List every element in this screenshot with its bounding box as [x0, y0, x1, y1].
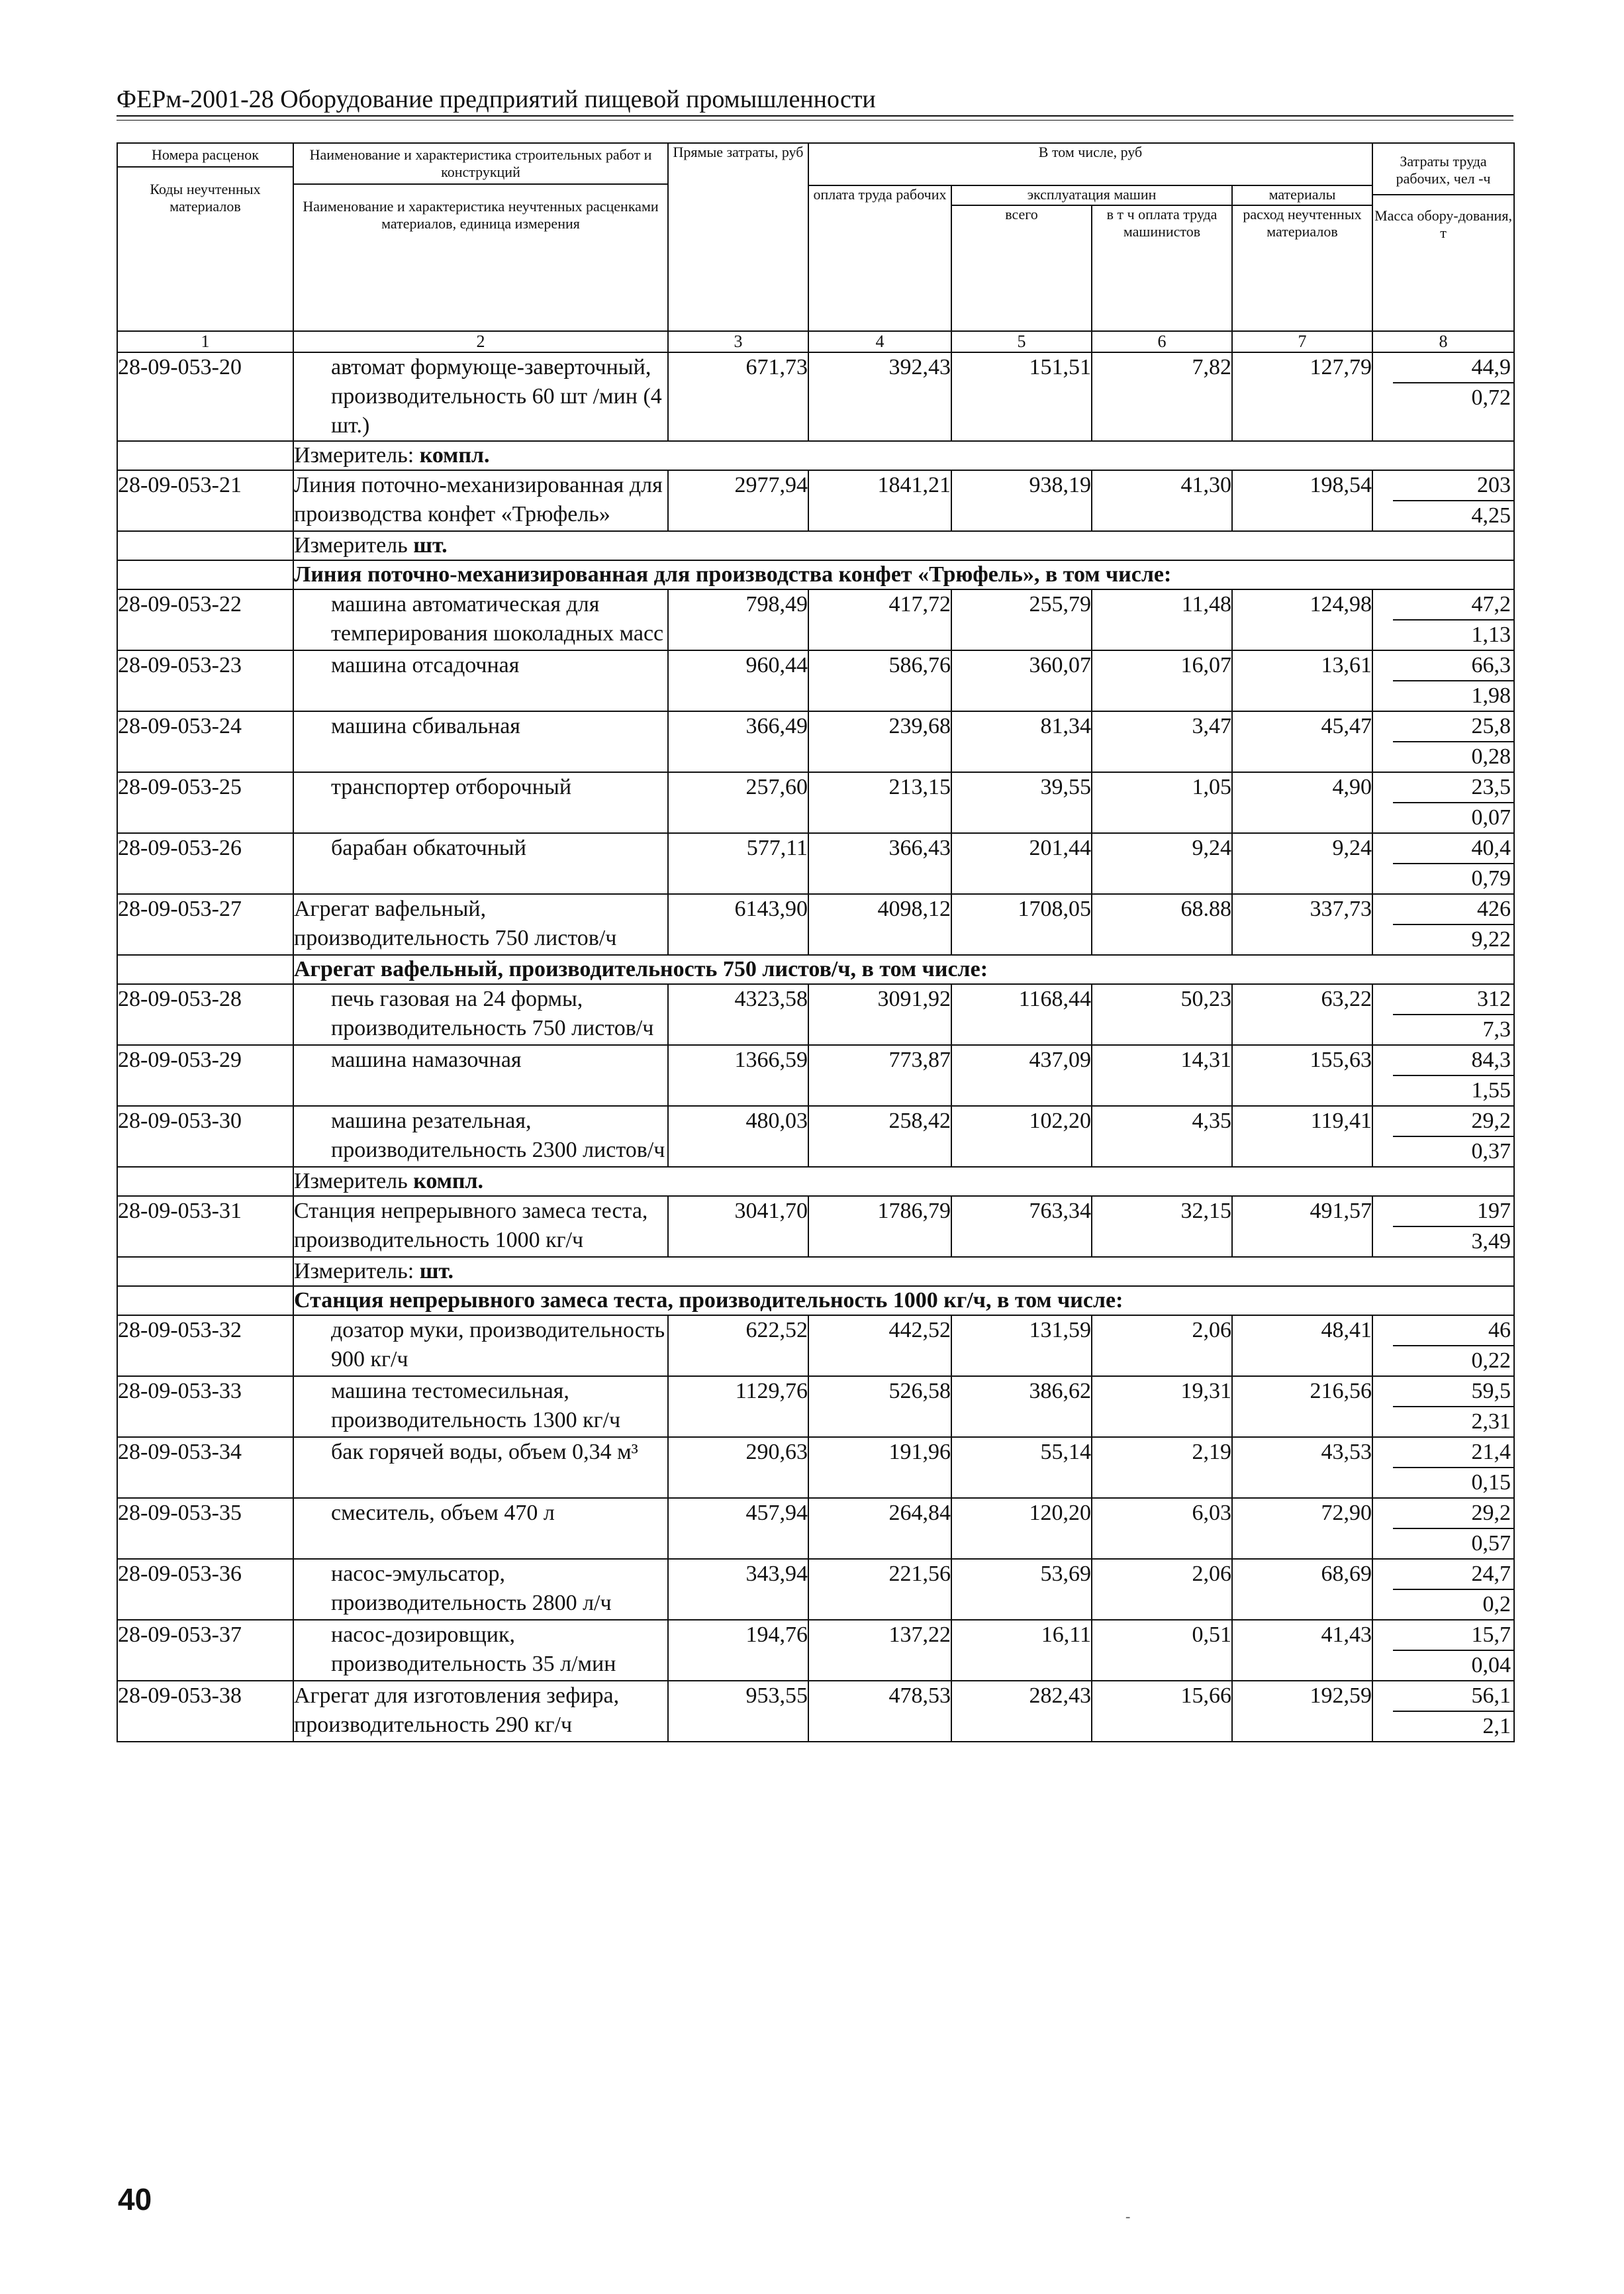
column-number: 7 — [1232, 331, 1372, 352]
item-name — [293, 711, 668, 772]
page-number: 40 — [118, 2182, 152, 2217]
empty-cell — [117, 441, 293, 470]
item-name-text: Агрегат вафельный, производительность 750 листов/ч — [294, 897, 617, 950]
labor-value: 40,4 — [1393, 834, 1513, 864]
operators-wages-value: 11,48 — [1092, 589, 1232, 650]
labor-value: 46 — [1393, 1316, 1513, 1346]
rate-code: 28-09-053-21 — [117, 470, 293, 531]
direct-costs-value: 798,49 — [668, 589, 808, 650]
labor-value: 44,9 — [1393, 353, 1513, 383]
labor-mass-cell — [1372, 1620, 1514, 1681]
empty-cell — [117, 955, 293, 984]
operators-wages-value: 3,47 — [1092, 711, 1232, 772]
measure-cell — [293, 1167, 1514, 1196]
document-title: ФЕРм-2001-28 Оборудование предприятий пищевой промышленности — [117, 85, 876, 113]
labor-mass-cell — [1372, 984, 1514, 1045]
header-material-codes: Коды неучтенных материалов — [150, 181, 261, 215]
rate-code: 28-09-053-25 — [117, 772, 293, 833]
labor-value: 56,1 — [1393, 1681, 1513, 1712]
measure-label: Измеритель: — [294, 443, 414, 468]
rate-code: 28-09-053-30 — [117, 1106, 293, 1167]
labor-mass-cell — [1372, 833, 1514, 894]
materials-value: 9,24 — [1232, 833, 1372, 894]
table-body — [117, 352, 1514, 1742]
section-title: Агрегат вафельный, производительность 750 листов/ч, в том числе: — [293, 955, 1514, 984]
labor-value: 24,7 — [1393, 1560, 1513, 1590]
empty-cell — [117, 531, 293, 560]
item-name — [293, 1437, 668, 1498]
labor-value: 15,7 — [1393, 1621, 1513, 1651]
table-row — [117, 1620, 1514, 1681]
wages-value: 442,52 — [808, 1315, 951, 1376]
item-name-text: машина сбивальная — [331, 714, 520, 738]
direct-costs-value: 1366,59 — [668, 1045, 808, 1106]
direct-costs-value: 953,55 — [668, 1681, 808, 1742]
item-name — [293, 1045, 668, 1106]
mass-value: 0,22 — [1471, 1348, 1511, 1373]
item-name-text: дозатор муки, производительность 900 кг/ч — [331, 1318, 665, 1371]
machines-value: 55,14 — [951, 1437, 1092, 1498]
wages-value: 239,68 — [808, 711, 951, 772]
materials-value: 68,69 — [1232, 1559, 1372, 1620]
operators-wages-value: 19,31 — [1092, 1376, 1232, 1437]
empty-cell — [117, 1286, 293, 1315]
machines-value: 282,43 — [951, 1681, 1092, 1742]
header-including: В том числе, руб — [808, 143, 1372, 185]
mass-value: 0,2 — [1482, 1592, 1511, 1617]
item-name — [293, 772, 668, 833]
labor-value: 203 — [1393, 471, 1513, 501]
wages-value: 366,43 — [808, 833, 951, 894]
header-rate-numbers: Номера расценок — [118, 144, 293, 168]
materials-value: 4,90 — [1232, 772, 1372, 833]
operators-wages-value: 9,24 — [1092, 833, 1232, 894]
direct-costs-value: 257,60 — [668, 772, 808, 833]
machines-value: 102,20 — [951, 1106, 1092, 1167]
item-name — [293, 1315, 668, 1376]
rate-code: 28-09-053-36 — [117, 1559, 293, 1620]
labor-value: 197 — [1393, 1197, 1513, 1227]
direct-costs-value: 343,94 — [668, 1559, 808, 1620]
operators-wages-value: 68.88 — [1092, 894, 1232, 955]
section-title: Станция непрерывного замеса теста, производительность 1000 кг/ч, в том числе: — [293, 1286, 1514, 1315]
footer-mark: - — [1125, 2208, 1131, 2224]
machines-value: 151,51 — [951, 352, 1092, 441]
rate-code: 28-09-053-24 — [117, 711, 293, 772]
wages-value: 213,15 — [808, 772, 951, 833]
column-number: 1 — [117, 331, 293, 352]
rate-code: 28-09-053-29 — [117, 1045, 293, 1106]
header-works-name: Наименование и характеристика строительных работ и конструкций — [294, 144, 667, 185]
item-name — [293, 1498, 668, 1559]
item-name — [293, 1559, 668, 1620]
wages-value: 417,72 — [808, 589, 951, 650]
materials-value: 127,79 — [1232, 352, 1372, 441]
direct-costs-value: 960,44 — [668, 650, 808, 711]
mass-value: 2,31 — [1471, 1409, 1511, 1434]
labor-value: 23,5 — [1393, 773, 1513, 803]
mass-value: 0,79 — [1471, 866, 1511, 891]
table-header — [117, 143, 1514, 352]
machines-value: 201,44 — [951, 833, 1092, 894]
header-machines-total: всего — [951, 205, 1092, 331]
labor-mass-cell — [1372, 772, 1514, 833]
table-row — [117, 1315, 1514, 1376]
operators-wages-value: 1,05 — [1092, 772, 1232, 833]
rate-code: 28-09-053-20 — [117, 352, 293, 441]
rate-code: 28-09-053-26 — [117, 833, 293, 894]
rate-code: 28-09-053-23 — [117, 650, 293, 711]
mass-value: 1,13 — [1471, 623, 1511, 647]
table-row — [117, 1498, 1514, 1559]
item-name — [293, 1196, 668, 1257]
machines-value: 360,07 — [951, 650, 1092, 711]
wages-value: 1841,21 — [808, 470, 951, 531]
operators-wages-value: 16,07 — [1092, 650, 1232, 711]
measure-cell — [293, 441, 1514, 470]
labor-value: 21,4 — [1393, 1438, 1513, 1468]
rate-code: 28-09-053-22 — [117, 589, 293, 650]
header-rule — [117, 120, 1513, 121]
wages-value: 392,43 — [808, 352, 951, 441]
item-name — [293, 1106, 668, 1167]
column-number: 3 — [668, 331, 808, 352]
item-name-text: Агрегат для изготовления зефира, производительность 290 кг/ч — [294, 1683, 620, 1737]
measure-unit: шт. — [419, 1259, 454, 1283]
mass-value: 7,3 — [1482, 1017, 1511, 1042]
item-name-text: смеситель, объем 470 л — [331, 1501, 555, 1525]
labor-mass-cell — [1372, 352, 1514, 441]
machines-value: 53,69 — [951, 1559, 1092, 1620]
item-name-text: транспортер отборочный — [331, 775, 572, 799]
operators-wages-value: 6,03 — [1092, 1498, 1232, 1559]
table-row — [117, 1196, 1514, 1257]
measure-row — [117, 1257, 1514, 1286]
wages-value: 1786,79 — [808, 1196, 951, 1257]
table-row — [117, 650, 1514, 711]
column-number: 5 — [951, 331, 1092, 352]
mass-value: 0,57 — [1471, 1531, 1511, 1556]
mass-value: 0,37 — [1471, 1139, 1511, 1164]
item-name-text: машина намазочная — [331, 1048, 522, 1072]
rate-code: 28-09-053-34 — [117, 1437, 293, 1498]
materials-value: 198,54 — [1232, 470, 1372, 531]
labor-mass-cell — [1372, 470, 1514, 531]
operators-wages-value: 50,23 — [1092, 984, 1232, 1045]
materials-value: 192,59 — [1232, 1681, 1372, 1742]
item-name-text: насос-дозировщик, производительность 35 л/мин — [331, 1622, 616, 1676]
operators-wages-value: 32,15 — [1092, 1196, 1232, 1257]
materials-value: 337,73 — [1232, 894, 1372, 955]
machines-value: 437,09 — [951, 1045, 1092, 1106]
machines-value: 255,79 — [951, 589, 1092, 650]
measure-row — [117, 531, 1514, 560]
table-row — [117, 1376, 1514, 1437]
operators-wages-value: 2,19 — [1092, 1437, 1232, 1498]
labor-mass-cell — [1372, 1196, 1514, 1257]
direct-costs-value: 3041,70 — [668, 1196, 808, 1257]
direct-costs-value: 6143,90 — [668, 894, 808, 955]
item-name-text: автомат формующе-заверточный, производительность 60 шт /мин (4 шт.) — [331, 355, 662, 438]
column-number: 2 — [293, 331, 668, 352]
materials-value: 216,56 — [1232, 1376, 1372, 1437]
header-materials-name: Наименование и характеристика неучтенных расценками материалов, единица измерения — [303, 198, 659, 232]
mass-value: 1,98 — [1471, 683, 1511, 708]
machines-value: 938,19 — [951, 470, 1092, 531]
operators-wages-value: 0,51 — [1092, 1620, 1232, 1681]
table-row — [117, 589, 1514, 650]
item-name — [293, 650, 668, 711]
wages-value: 4098,12 — [808, 894, 951, 955]
machines-value: 1168,44 — [951, 984, 1092, 1045]
machines-value: 1708,05 — [951, 894, 1092, 955]
table-row — [117, 1437, 1514, 1498]
empty-cell — [117, 560, 293, 589]
item-name-text: машина резательная, производительность 2300 листов/ч — [331, 1109, 665, 1162]
header-machines: эксплуатация машин — [951, 185, 1232, 205]
table-row — [117, 833, 1514, 894]
materials-value: 63,22 — [1232, 984, 1372, 1045]
rate-code: 28-09-053-37 — [117, 1620, 293, 1681]
measure-cell — [293, 531, 1514, 560]
item-name — [293, 833, 668, 894]
wages-value: 478,53 — [808, 1681, 951, 1742]
item-name — [293, 1620, 668, 1681]
rate-code: 28-09-053-28 — [117, 984, 293, 1045]
direct-costs-value: 2977,94 — [668, 470, 808, 531]
direct-costs-value: 1129,76 — [668, 1376, 808, 1437]
direct-costs-value: 480,03 — [668, 1106, 808, 1167]
mass-value: 0,15 — [1471, 1470, 1511, 1495]
table-row — [117, 352, 1514, 441]
direct-costs-value: 577,11 — [668, 833, 808, 894]
labor-mass-cell — [1372, 589, 1514, 650]
operators-wages-value: 15,66 — [1092, 1681, 1232, 1742]
measure-label: Измеритель — [294, 533, 408, 558]
measure-unit: компл. — [413, 1169, 484, 1193]
wages-value: 137,22 — [808, 1620, 951, 1681]
materials-value: 155,63 — [1232, 1045, 1372, 1106]
wages-value: 191,96 — [808, 1437, 951, 1498]
rate-code: 28-09-053-32 — [117, 1315, 293, 1376]
direct-costs-value: 622,52 — [668, 1315, 808, 1376]
rate-code: 28-09-053-38 — [117, 1681, 293, 1742]
operators-wages-value: 41,30 — [1092, 470, 1232, 531]
wages-value: 773,87 — [808, 1045, 951, 1106]
header-unaccounted-materials: расход неучтенных материалов — [1232, 205, 1372, 331]
labor-mass-cell — [1372, 1559, 1514, 1620]
empty-cell — [117, 1167, 293, 1196]
direct-costs-value: 366,49 — [668, 711, 808, 772]
measure-unit: шт. — [413, 533, 448, 558]
measure-label: Измеритель — [294, 1169, 408, 1193]
page-header — [117, 85, 1513, 117]
wages-value: 3091,92 — [808, 984, 951, 1045]
section-row — [117, 1286, 1514, 1315]
table-row — [117, 984, 1514, 1045]
direct-costs-value: 194,76 — [668, 1620, 808, 1681]
machines-value: 120,20 — [951, 1498, 1092, 1559]
materials-value: 48,41 — [1232, 1315, 1372, 1376]
table-row — [117, 772, 1514, 833]
item-name — [293, 589, 668, 650]
header-col-names — [293, 143, 668, 331]
item-name-text: насос-эмульсатор, производительность 2800 л/ч — [331, 1562, 612, 1615]
item-name — [293, 894, 668, 955]
operators-wages-value: 7,82 — [1092, 352, 1232, 441]
materials-value: 72,90 — [1232, 1498, 1372, 1559]
mass-value: 0,28 — [1471, 744, 1511, 769]
direct-costs-value: 4323,58 — [668, 984, 808, 1045]
labor-mass-cell — [1372, 1045, 1514, 1106]
measure-label: Измеритель: — [294, 1259, 414, 1283]
rate-code: 28-09-053-35 — [117, 1498, 293, 1559]
header-labor-costs: Затраты труда рабочих, чел -ч — [1373, 144, 1513, 195]
machines-value: 131,59 — [951, 1315, 1092, 1376]
mass-value: 1,55 — [1471, 1078, 1511, 1103]
labor-value: 426 — [1393, 895, 1513, 925]
column-number: 4 — [808, 331, 951, 352]
materials-value: 124,98 — [1232, 589, 1372, 650]
direct-costs-value: 457,94 — [668, 1498, 808, 1559]
labor-mass-cell — [1372, 1498, 1514, 1559]
mass-value: 0,04 — [1471, 1653, 1511, 1677]
direct-costs-value: 671,73 — [668, 352, 808, 441]
labor-value: 84,3 — [1393, 1046, 1513, 1076]
header-col-codes — [117, 143, 293, 331]
mass-value: 4,25 — [1471, 503, 1511, 528]
header-materials: материалы — [1232, 185, 1372, 205]
rate-code: 28-09-053-27 — [117, 894, 293, 955]
measure-unit: компл. — [419, 443, 490, 468]
item-name — [293, 352, 668, 441]
labor-mass-cell — [1372, 1437, 1514, 1498]
column-number: 8 — [1372, 331, 1514, 352]
header-col-labor — [1372, 143, 1514, 331]
item-name-text: Линия поточно-механизированная для производства конфет «Трюфель» — [294, 473, 663, 526]
labor-mass-cell — [1372, 711, 1514, 772]
machines-value: 16,11 — [951, 1620, 1092, 1681]
table-row — [117, 711, 1514, 772]
materials-value: 41,43 — [1232, 1620, 1372, 1681]
item-name-text: бак горячей воды, объем 0,34 м³ — [331, 1440, 638, 1464]
mass-value: 3,49 — [1471, 1229, 1511, 1254]
labor-mass-cell — [1372, 1315, 1514, 1376]
wages-value: 526,58 — [808, 1376, 951, 1437]
wages-value: 258,42 — [808, 1106, 951, 1167]
mass-value: 2,1 — [1482, 1714, 1511, 1738]
table-row — [117, 1559, 1514, 1620]
mass-value: 0,07 — [1471, 805, 1511, 830]
machines-value: 39,55 — [951, 772, 1092, 833]
measure-row — [117, 441, 1514, 470]
header-operators-wages: в т ч оплата труда машинистов — [1092, 205, 1232, 331]
materials-value: 491,57 — [1232, 1196, 1372, 1257]
wages-value: 264,84 — [808, 1498, 951, 1559]
rate-code: 28-09-053-33 — [117, 1376, 293, 1437]
labor-mass-cell — [1372, 1106, 1514, 1167]
rates-table-wrap — [117, 142, 1513, 1742]
labor-value: 312 — [1393, 985, 1513, 1015]
item-name-text: печь газовая на 24 формы, производительность 750 листов/ч — [331, 987, 654, 1040]
item-name — [293, 984, 668, 1045]
materials-value: 43,53 — [1232, 1437, 1372, 1498]
table-row — [117, 1106, 1514, 1167]
item-name-text: машина тестомесильная, производительность 1300 кг/ч — [331, 1379, 621, 1432]
machines-value: 81,34 — [951, 711, 1092, 772]
labor-mass-cell — [1372, 1681, 1514, 1742]
operators-wages-value: 14,31 — [1092, 1045, 1232, 1106]
labor-value: 59,5 — [1393, 1377, 1513, 1407]
materials-value: 45,47 — [1232, 711, 1372, 772]
labor-value: 66,3 — [1393, 651, 1513, 681]
machines-value: 763,34 — [951, 1196, 1092, 1257]
table-row — [117, 470, 1514, 531]
item-name-text: Станция непрерывного замеса теста, производительность 1000 кг/ч — [294, 1199, 648, 1252]
operators-wages-value: 2,06 — [1092, 1559, 1232, 1620]
header-direct-costs: Прямые затраты, руб — [668, 143, 808, 331]
operators-wages-value: 4,35 — [1092, 1106, 1232, 1167]
empty-cell — [117, 1257, 293, 1286]
column-numbers-row — [117, 331, 1514, 352]
measure-cell — [293, 1257, 1514, 1286]
machines-value: 386,62 — [951, 1376, 1092, 1437]
header-wages: оплата труда рабочих — [808, 185, 951, 331]
header-equipment-mass: Масса обору-дования, т — [1374, 207, 1512, 241]
labor-mass-cell — [1372, 894, 1514, 955]
materials-value: 13,61 — [1232, 650, 1372, 711]
mass-value: 9,22 — [1471, 927, 1511, 952]
operators-wages-value: 2,06 — [1092, 1315, 1232, 1376]
labor-value: 29,2 — [1393, 1499, 1513, 1529]
table-row — [117, 1681, 1514, 1742]
item-name — [293, 470, 668, 531]
item-name-text: машина отсадочная — [331, 653, 520, 677]
section-title: Линия поточно-механизированная для производства конфет «Трюфель», в том числе: — [293, 560, 1514, 589]
materials-value: 119,41 — [1232, 1106, 1372, 1167]
labor-mass-cell — [1372, 1376, 1514, 1437]
measure-row — [117, 1167, 1514, 1196]
table-row — [117, 1045, 1514, 1106]
labor-mass-cell — [1372, 650, 1514, 711]
direct-costs-value: 290,63 — [668, 1437, 808, 1498]
wages-value: 586,76 — [808, 650, 951, 711]
mass-value: 0,72 — [1471, 385, 1511, 410]
item-name — [293, 1681, 668, 1742]
item-name — [293, 1376, 668, 1437]
labor-value: 25,8 — [1393, 712, 1513, 742]
section-row — [117, 955, 1514, 984]
item-name-text: барабан обкаточный — [331, 836, 526, 860]
labor-value: 29,2 — [1393, 1107, 1513, 1137]
labor-value: 47,2 — [1393, 590, 1513, 621]
rate-code: 28-09-053-31 — [117, 1196, 293, 1257]
rates-table — [117, 142, 1515, 1742]
column-number: 6 — [1092, 331, 1232, 352]
wages-value: 221,56 — [808, 1559, 951, 1620]
item-name-text: машина автоматическая для темперирования шоколадных масс — [331, 592, 664, 646]
section-row — [117, 560, 1514, 589]
table-row — [117, 894, 1514, 955]
